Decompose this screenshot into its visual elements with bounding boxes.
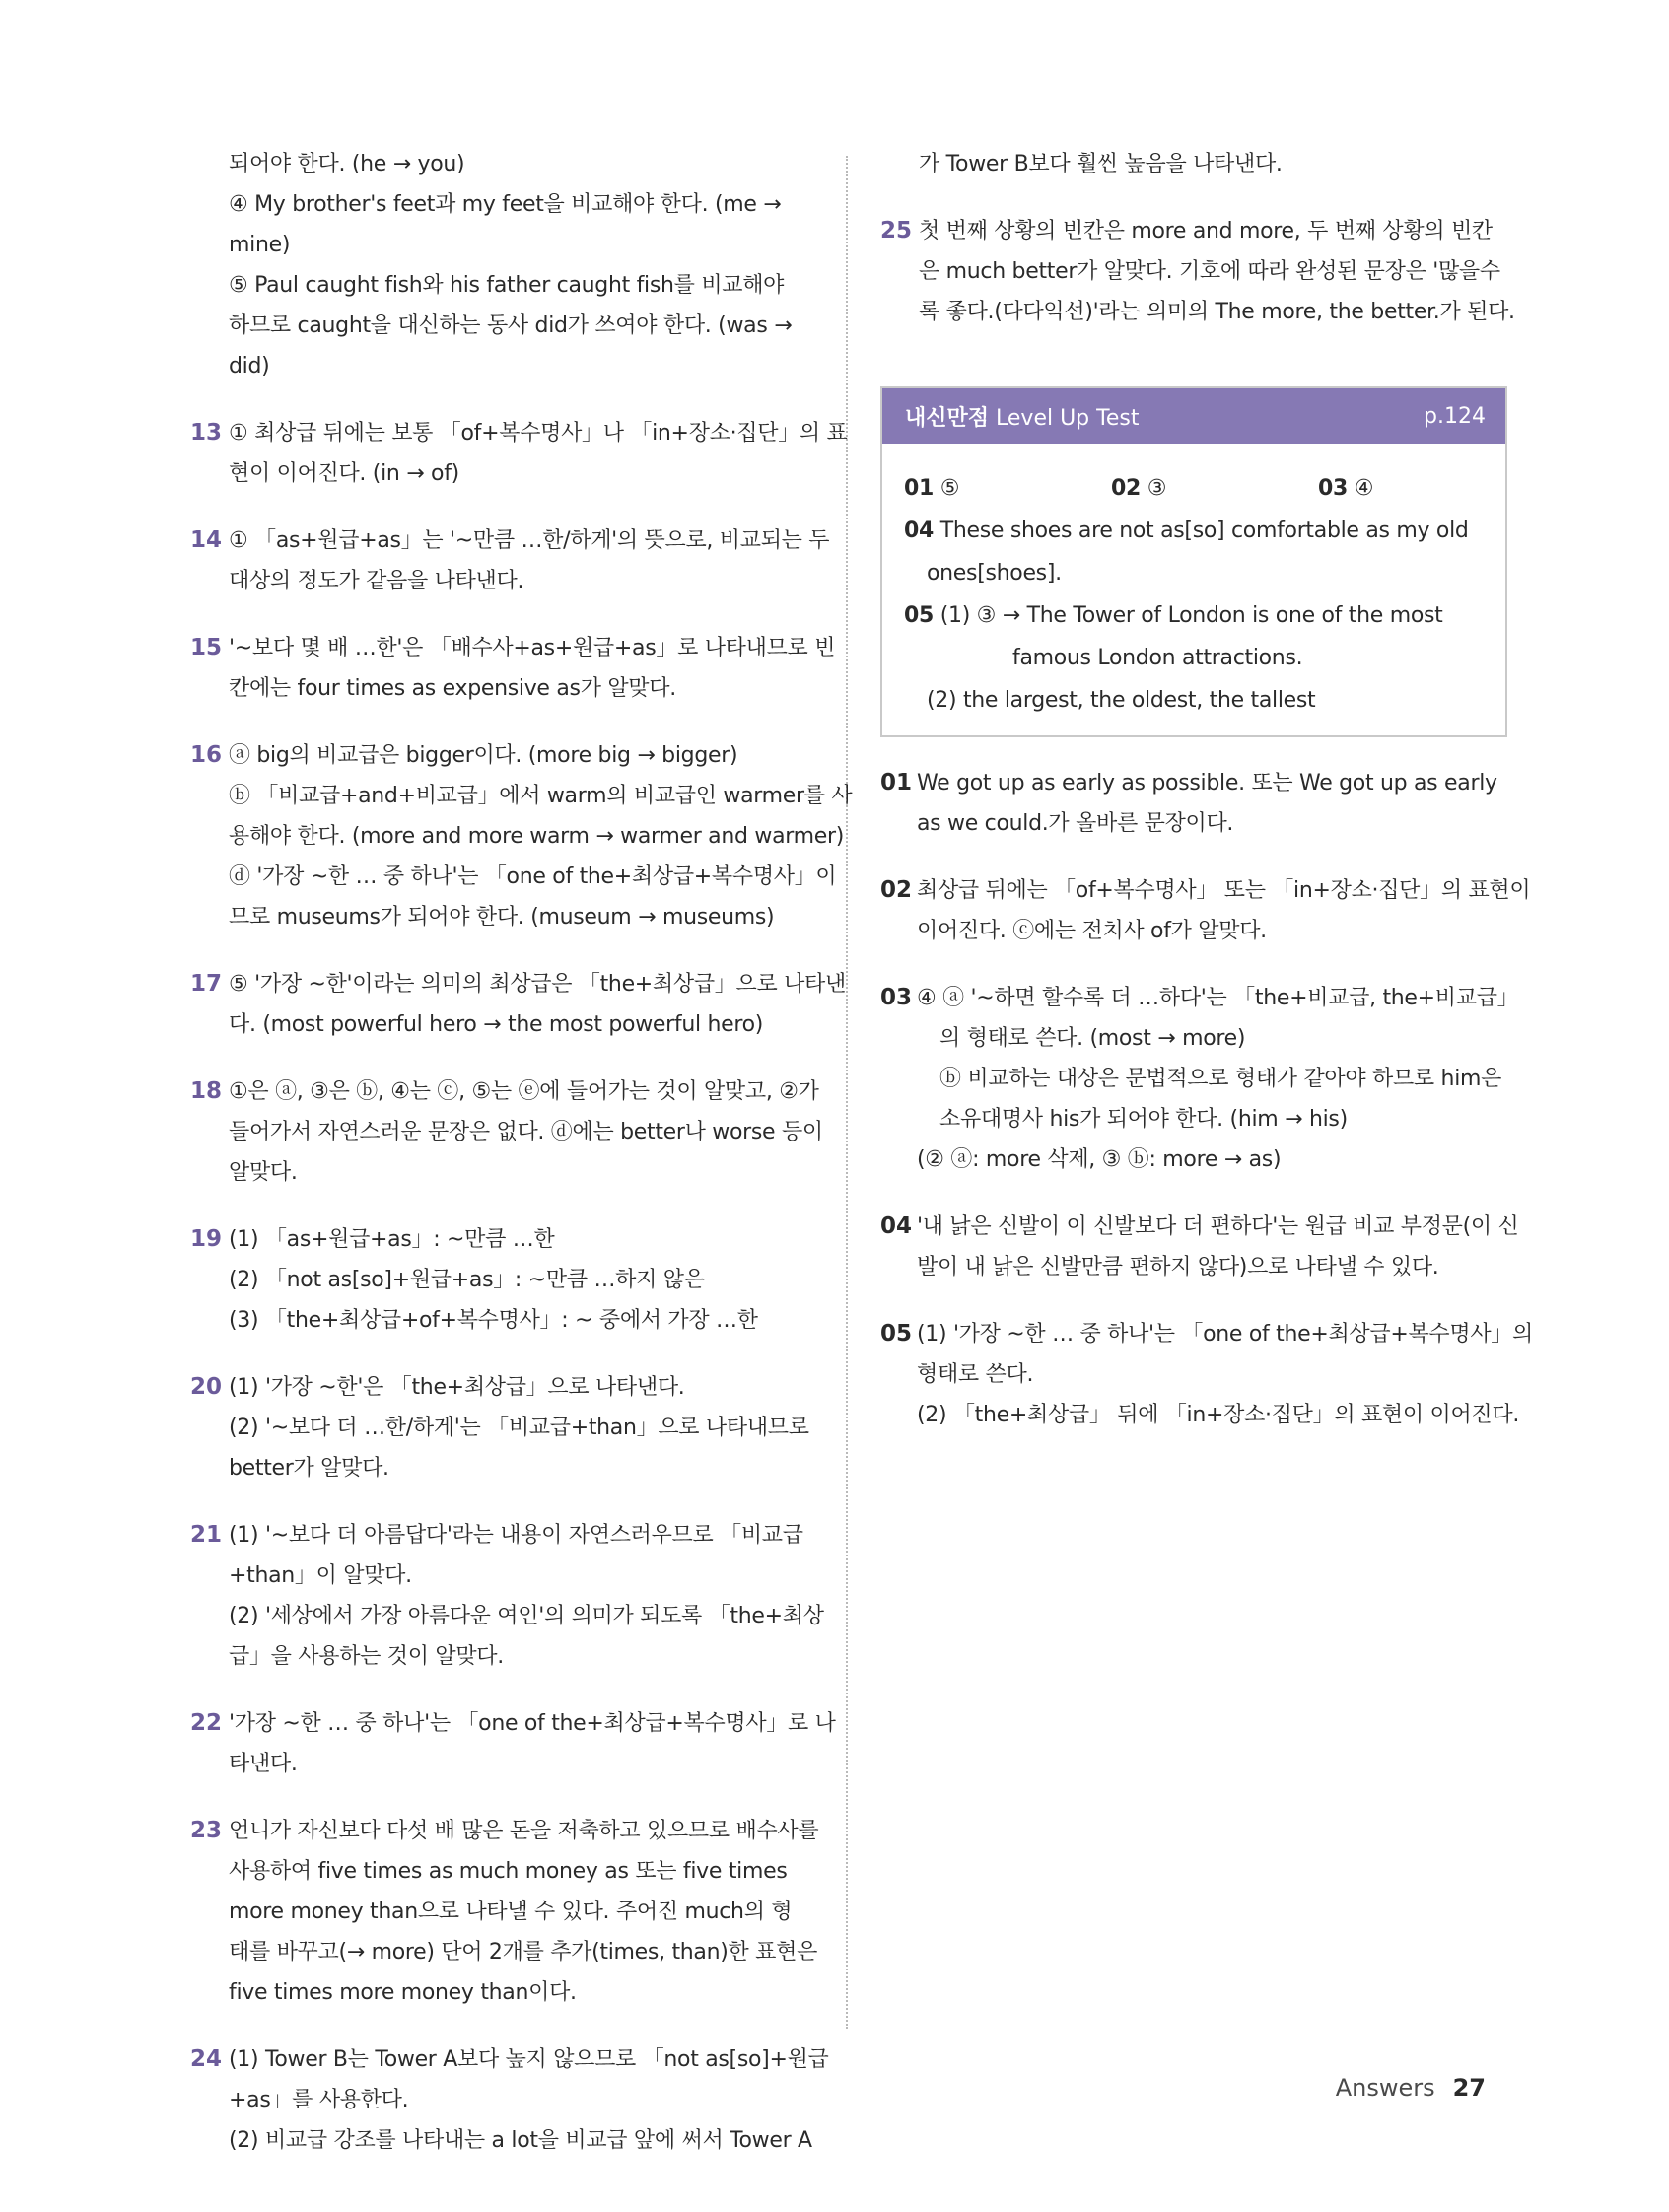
text-line: 언니가 자신보다 다섯 배 많은 돈을 저축하고 있으므로 배수사를	[229, 1819, 819, 1843]
text-line: mine)	[229, 233, 291, 257]
text-line: 므로 museums가 되어야 한다. (museum → museums)	[229, 905, 775, 930]
answer-number: 04	[904, 518, 935, 543]
text-line: ⓓ '가장 ~한 … 중 하나'는 「one of the+최상급+복수명사」이	[229, 864, 837, 889]
text-line: 현이 이어진다. (in → of)	[229, 461, 459, 486]
answer-text: These shoes are not as[so] comfortable as my old	[939, 518, 1469, 543]
answer-item-16	[190, 735, 853, 937]
box-header	[882, 388, 1505, 444]
item-number: 16	[190, 742, 223, 768]
text-line: ① 최상급 뒤에는 보통 「of+복수명사」나 「in+장소·집단」의 표	[229, 421, 848, 446]
answer-value: ④	[1354, 476, 1374, 501]
text-line: (1) '가장 ~한 … 중 하나'는 「one of the+최상급+복수명사」의	[917, 1322, 1533, 1347]
text-line: did)	[229, 354, 270, 379]
text-line: '~보다 몇 배 …한'은 「배수사+as+원급+as」로 나타내므로 빈	[229, 636, 836, 660]
answer-item-17	[190, 964, 846, 1045]
continuation-block	[190, 144, 811, 386]
text-line: 형태로 쓴다.	[917, 1362, 1034, 1387]
text-line: ①은 ⓐ, ③은 ⓑ, ④는 ⓒ, ⑤는 ⓔ에 들어가는 것이 알맞고, ②가	[229, 1079, 819, 1104]
item-number: 13	[190, 420, 223, 446]
answer-item-25	[880, 211, 1515, 332]
answer-number: 02	[1111, 476, 1142, 501]
text-line: 소유대명사 his가 되어야 한다. (him → his)	[939, 1107, 1348, 1132]
footer-label: Answers	[1335, 2074, 1435, 2102]
answer-value: ⑤	[939, 476, 960, 501]
short-answer	[904, 467, 1111, 510]
item-number: 25	[880, 218, 913, 243]
explanation-05	[880, 1314, 1533, 1435]
right-column	[880, 144, 1533, 1462]
answer-05-cont: famous London attractions.	[1012, 646, 1303, 670]
answer-number: 03	[1318, 476, 1349, 501]
text-line: (1) Tower B는 Tower A보다 높지 않으므로 「not as[so]+원급	[229, 2047, 829, 2072]
text-line: more money than으로 나타낼 수 있다. 주어진 much의 형	[229, 1900, 793, 1924]
text-line: 되어야 한다. (he → you)	[229, 152, 465, 176]
text-line: ④ ⓐ '~하면 할수록 더 …하다'는 「the+비교급, the+비교급」	[917, 986, 1519, 1010]
answer-item-22	[190, 1703, 836, 1784]
text-line: 이어진다. ⓒ에는 전치사 of가 알맞다.	[917, 919, 1267, 943]
answer-label: (1) ③ →	[939, 603, 1020, 628]
text-line: 칸에는 four times as expensive as가 알맞다.	[229, 676, 676, 701]
text-line: (2) 「the+최상급」 뒤에 「in+장소·집단」의 표현이 이어진다.	[917, 1403, 1520, 1427]
text-line: (3) 「the+최상급+of+복수명사」: ~ 중에서 가장 …한	[229, 1308, 758, 1333]
explanation-02	[880, 870, 1531, 951]
box-body	[882, 444, 1505, 735]
text-line: (2) '~보다 더 …한/하게'는 「비교급+than」으로 나타내므로	[229, 1416, 809, 1440]
left-column	[190, 144, 853, 2187]
text-line: (2) 비교급 강조를 나타내는 a lot을 비교급 앞에 써서 Tower A	[229, 2128, 812, 2153]
answer-item-14	[190, 520, 830, 601]
item-number: 20	[190, 1374, 223, 1400]
explanation-03	[880, 978, 1519, 1180]
text-line: 록 좋다.(다다익선)'라는 의미의 The more, the better.가 된다.	[919, 300, 1515, 324]
answer-item-21	[190, 1515, 824, 1677]
text-line: 타낸다.	[229, 1752, 298, 1776]
text-line: 의 형태로 쓴다. (most → more)	[939, 1026, 1246, 1051]
text-line: '가장 ~한 … 중 하나'는 「one of the+최상급+복수명사」로 나	[229, 1711, 836, 1736]
item-number: 18	[190, 1078, 223, 1104]
box-subtitle: Level Up Test	[996, 405, 1140, 431]
short-answer	[1318, 467, 1525, 510]
answer-text: The Tower of London is one of the most	[1026, 603, 1443, 628]
answer-item-23	[190, 1811, 819, 2013]
item-number: 24	[190, 2046, 223, 2072]
text-line: better가 알맞다.	[229, 1456, 389, 1481]
item-number: 21	[190, 1522, 223, 1548]
text-line: ④ My brother's feet과 my feet을 비교해야 한다. (me →	[229, 192, 782, 217]
text-line: (1) '~보다 더 아름답다'라는 내용이 자연스러우므로 「비교급	[229, 1523, 803, 1548]
item-number: 04	[880, 1213, 913, 1239]
text-line: We got up as early as possible. 또는 We got up as early	[917, 771, 1497, 795]
text-line: ⑤ '가장 ~한'이라는 의미의 최상급은 「the+최상급」으로 나타낸	[229, 972, 846, 997]
text-line: ⓐ big의 비교급은 bigger이다. (more big → bigger)	[229, 743, 738, 768]
text-line: ① 「as+원급+as」는 '~만큼 …한/하게'의 뜻으로, 비교되는 두	[229, 528, 830, 553]
item-number: 19	[190, 1226, 223, 1252]
item-number: 15	[190, 635, 223, 660]
short-answer	[1111, 467, 1318, 510]
text-line: 은 much better가 알맞다. 기호에 따라 완성된 문장은 '많을수	[919, 259, 1500, 284]
text-line: five times more money than이다.	[229, 1980, 577, 2005]
text-line: (1) 「as+원급+as」: ~만큼 …한	[229, 1227, 555, 1252]
answer-04	[904, 510, 1486, 552]
page-footer	[1336, 2074, 1486, 2102]
answer-04-cont: ones[shoes].	[927, 561, 1062, 586]
text-line: (2) 「not as[so]+원급+as」: ~만큼 …하지 않은	[229, 1268, 705, 1292]
text-line: '내 낡은 신발이 이 신발보다 더 편하다'는 원급 비교 부정문(이 신	[917, 1214, 1519, 1239]
text-line: (2) '세상에서 가장 아름다운 여인'의 의미가 되도록 「the+최상	[229, 1604, 824, 1628]
text-line: 최상급 뒤에는 「of+복수명사」 또는 「in+장소·집단」의 표현이	[917, 878, 1531, 903]
item-number: 01	[880, 770, 913, 795]
answer-number: 05	[904, 603, 935, 628]
text-line: ⓑ 「비교급+and+비교급」에서 warm의 비교급인 warmer를 사	[229, 784, 853, 808]
answer-number: 01	[904, 476, 935, 501]
answer-item-19	[190, 1219, 811, 1341]
text-line: 태를 바꾸고(→ more) 단어 2개를 추가(times, than)한 표현은	[229, 1940, 818, 1965]
text-line: 대상의 정도가 같음을 나타낸다.	[229, 569, 524, 593]
short-answers-row	[904, 467, 1486, 510]
item-number: 22	[190, 1710, 223, 1736]
level-up-test-box	[880, 386, 1507, 737]
explanation-01	[880, 763, 1507, 844]
text-line: 가 Tower B보다 훨씬 높음을 나타낸다.	[919, 152, 1283, 176]
box-page-ref: p.124	[1424, 403, 1486, 429]
text-line: 들어가서 자연스러운 문장은 없다. ⓓ에는 better나 worse 등이	[229, 1120, 823, 1144]
item-number: 14	[190, 527, 223, 553]
text-line: 발이 내 낡은 신발만큼 편하지 않다)으로 나타낼 수 있다.	[917, 1255, 1439, 1279]
text-line: ⑤ Paul caught fish와 his father caught fish를 비교해야	[229, 273, 785, 298]
continuation-block	[880, 144, 1507, 184]
item-number: 17	[190, 971, 223, 997]
text-line: +as」를 사용한다.	[229, 2088, 409, 2112]
item-number	[190, 144, 229, 386]
text-line: 알맞다.	[229, 1160, 298, 1185]
item-number	[880, 144, 919, 184]
answer-item-18	[190, 1071, 823, 1193]
page-number: 27	[1452, 2074, 1486, 2102]
text-line: (1) '가장 ~한'은 「the+최상급」으로 나타낸다.	[229, 1375, 685, 1400]
text-line: 첫 번째 상황의 빈칸은 more and more, 두 번째 상황의 빈칸	[919, 219, 1493, 243]
explanation-04	[880, 1207, 1519, 1287]
item-number: 05	[880, 1321, 913, 1347]
text-line: 용해야 한다. (more and more warm → warmer and warmer)	[229, 824, 844, 849]
text-line: 급」을 사용하는 것이 알맞다.	[229, 1644, 504, 1669]
answer-05	[904, 594, 1486, 637]
answer-item-13	[190, 413, 848, 494]
answer-05-part2: (2) the largest, the oldest, the tallest	[927, 688, 1316, 713]
answer-item-15	[190, 628, 836, 709]
text-line: 하므로 caught을 대신하는 동사 did가 쓰여야 한다. (was →	[229, 313, 793, 338]
text-line: as we could.가 올바른 문장이다.	[917, 811, 1234, 836]
item-number: 03	[880, 985, 913, 1010]
item-number: 23	[190, 1818, 223, 1843]
text-line: 사용하여 five times as much money as 또는 five times	[229, 1859, 788, 1884]
item-number: 02	[880, 877, 913, 903]
answer-value: ③	[1147, 476, 1167, 501]
text-line: ⓑ 비교하는 대상은 문법적으로 형태가 같아야 하므로 him은	[939, 1067, 1502, 1091]
text-line: +than」이 알맞다.	[229, 1563, 412, 1588]
text-line: (② ⓐ: more 삭제, ③ ⓑ: more → as)	[917, 1147, 1282, 1172]
box-title: 내신만점	[905, 405, 990, 431]
text-line: 다. (most powerful hero → the most powerful hero)	[229, 1012, 764, 1037]
answer-item-20	[190, 1367, 811, 1488]
answer-item-24	[190, 2039, 829, 2161]
